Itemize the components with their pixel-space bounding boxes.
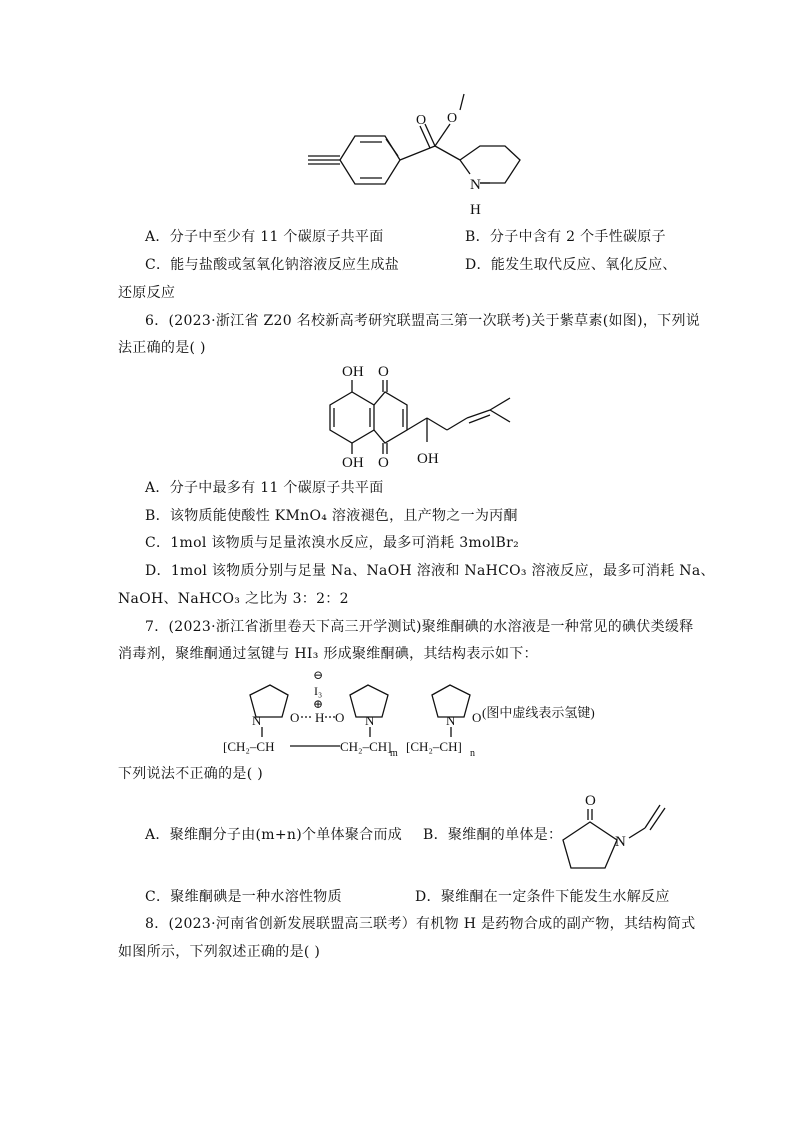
q6-oh-side: OH <box>417 451 439 467</box>
q5-nh-label: N <box>470 177 481 193</box>
q7-option-a: A．聚维酮分子由(m+n)个单体聚合而成 <box>145 827 403 843</box>
q7-note: (图中虚线表示氢键) <box>482 705 595 720</box>
q5-structure-diagram <box>300 88 540 223</box>
q8-stem-line1: 8．(2023·河南省创新发展联盟高三联考）有机物 H 是药物合成的副产物，其结构简式 <box>145 916 696 932</box>
q7-stem-line1: 7．(2023·浙江省浙里卷天下高三开学测试)聚维酮碘的水溶液是一种常见的碘伏类缓释 <box>145 619 694 635</box>
q6-stem-line1: 6．(2023·浙江省 Z20 名校新高考研究联盟高三第一次联考)关于紫草素(如图)，下列说 <box>145 313 701 329</box>
q5-option-d: D．能发生取代反应、氧化反应、 <box>465 257 677 273</box>
q6-oh-top: OH <box>342 364 364 380</box>
q5-h-label: H <box>470 202 481 218</box>
q7-minus-charge: ⊖ <box>313 668 324 682</box>
q7-monomer-n: N <box>615 834 626 850</box>
q7-option-b: B．聚维酮的单体是： <box>423 827 563 843</box>
q6-oh-bottom: OH <box>342 455 364 471</box>
q7-n-subscript: n <box>470 748 475 759</box>
q7-m-subscript: m <box>390 748 398 759</box>
q5-carbonyl-o: O <box>416 113 427 128</box>
q5-option-a: A．分子中至少有 11 个碳原子共平面 <box>145 229 384 245</box>
q7-i3-label: I₃ <box>314 684 323 698</box>
q7-stem-line2: 消毒剂，聚维酮通过氢键与 HI₃ 形成聚维酮碘，其结构表示如下： <box>118 646 538 662</box>
q5-option-b: B．分子中含有 2 个手性碳原子 <box>465 229 666 245</box>
q7-ring2-o: O <box>335 710 345 725</box>
q7-ring1-n: N <box>252 713 262 728</box>
q7-question: 下列说法不正确的是( ) <box>118 766 263 782</box>
q6-stem-line2: 法正确的是( ) <box>118 340 206 356</box>
q7-ring3-n: N <box>446 713 456 728</box>
q7-chain-part3: [CH₂–CH] <box>406 739 462 754</box>
q7-chain-part2: CH₂–CH] <box>340 739 392 754</box>
q5-option-c: C．能与盐酸或氢氧化钠溶液反应生成盐 <box>145 257 400 273</box>
q5-option-d-cont: 还原反应 <box>118 285 176 301</box>
q5-ester-o: O <box>447 111 458 126</box>
q7-option-c: C．聚维酮碘是一种水溶性物质 <box>145 889 342 905</box>
q6-option-a: A．分子中最多有 11 个碳原子共平面 <box>145 480 384 496</box>
q7-ring3-o: O <box>472 710 482 725</box>
q6-o-bottom: O <box>378 455 389 471</box>
q6-option-d: D．1mol 该物质分别与足量 Na、NaOH 溶液和 NaHCO₃ 溶液反应，最多可消耗 Na、 <box>145 563 715 579</box>
q7-option-d: D．聚维酮在一定条件下能发生水解反应 <box>415 889 670 905</box>
q6-option-b: B．该物质能使酸性 KMnO₄ 溶液褪色，且产物之一为丙酮 <box>145 508 518 524</box>
q6-o-top: O <box>378 364 389 380</box>
q6-option-d-cont: NaOH、NaHCO₃ 之比为 3：2：2 <box>118 591 349 607</box>
q7-monomer-o: O <box>585 793 596 809</box>
q7-ring2-n: N <box>365 713 375 728</box>
q7-chain-part1: [CH₂–CH <box>223 739 275 754</box>
q7-plus-charge: ⊕ <box>313 697 324 711</box>
q6-option-c: C．1mol 该物质与足量浓溴水反应，最多可消耗 3molBr₂ <box>145 535 519 551</box>
q7-h-label: H <box>315 710 325 725</box>
q7-ring1-o: O <box>290 710 300 725</box>
q7-povidone-iodine-structure <box>220 665 640 760</box>
q7-monomer-structure <box>555 790 680 880</box>
q6-shikonin-structure <box>312 360 522 472</box>
q8-stem-line2: 如图所示，下列叙述正确的是( ) <box>118 944 321 960</box>
